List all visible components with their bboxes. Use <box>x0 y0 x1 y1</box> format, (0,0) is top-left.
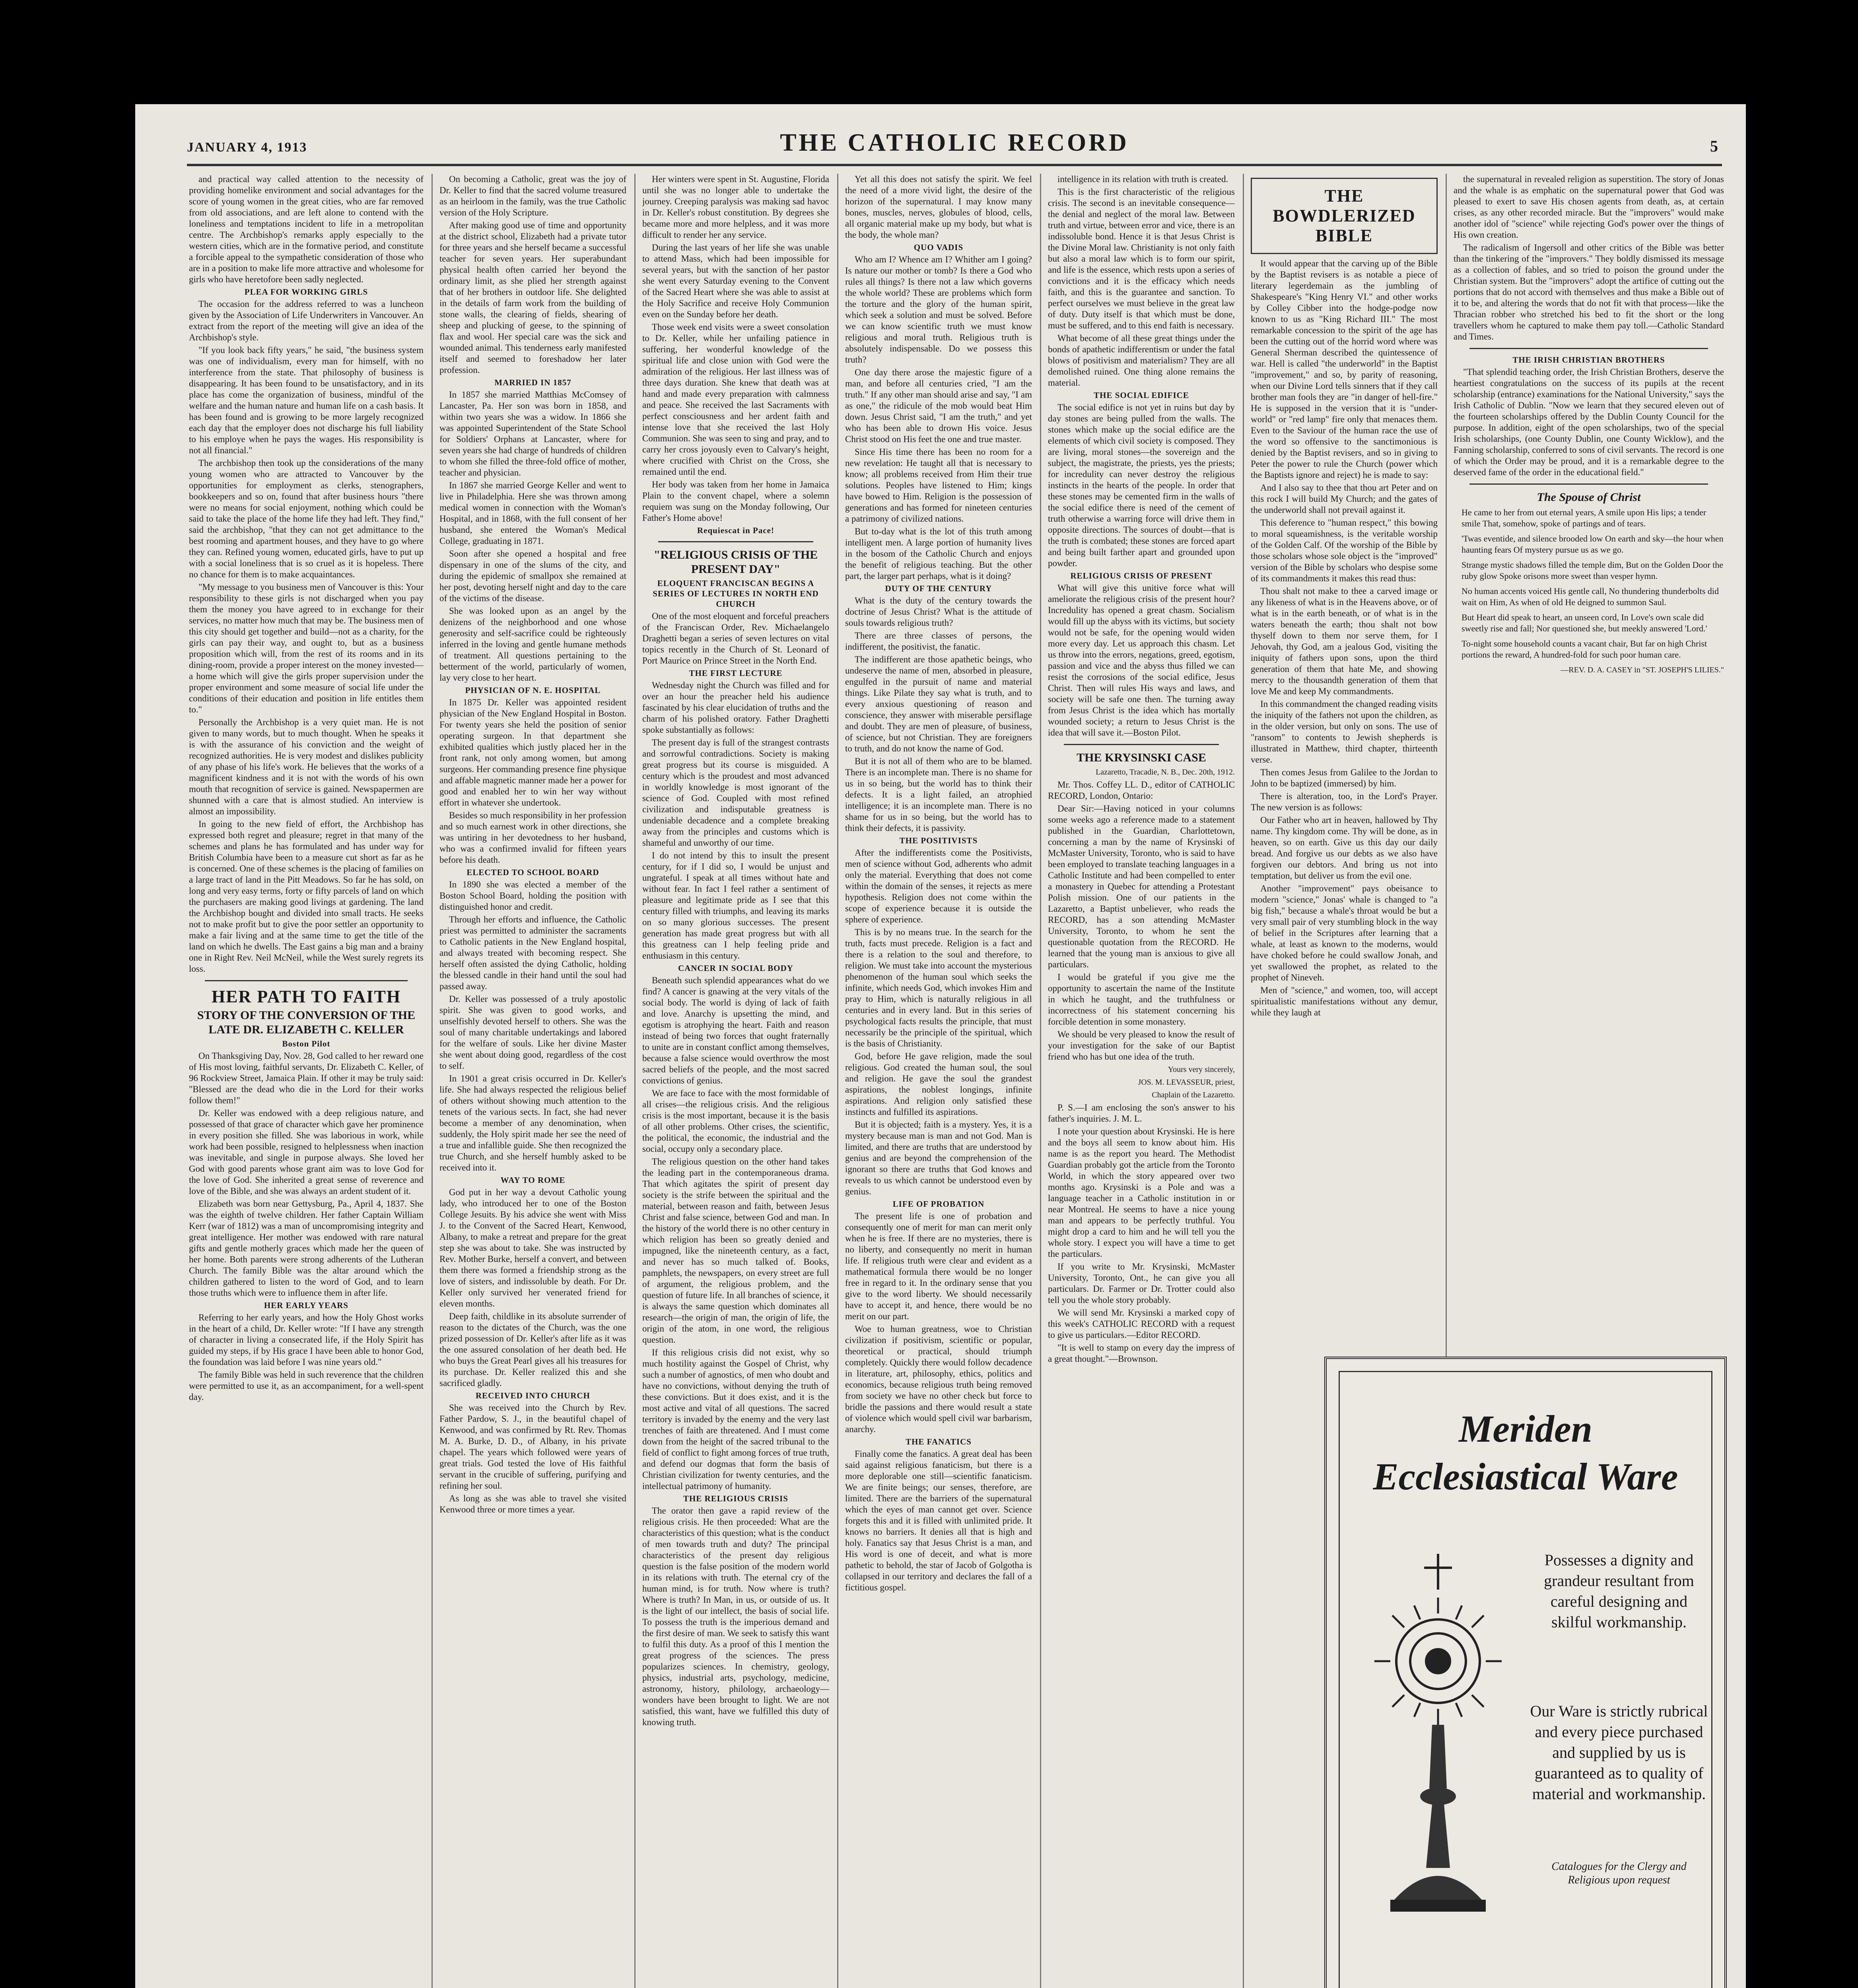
section-heading: RELIGIOUS CRISIS OF PRESENT <box>1070 571 1213 580</box>
paragraph: Wednesday night the Church was filled and for over an hour the preacher held his audience fascinated by his clear elucidation of truths and the charm of his polished oratory. Father Draghetti spoke substantially as follows: <box>642 680 829 735</box>
ad-title-line-2: Ecclesiastical Ware <box>1373 1455 1678 1498</box>
paragraph: Soon after she opened a hospital and free dispensary in one of the slums of the city, and during the epidemic of smallpox she remained at her post, devoting herself night and day to the care of the victims of the disease. <box>439 549 626 603</box>
poem-stanza: No human accents voiced His gentle call, No thundering thunderbolts did wait on Him, As when of old He deigned to summon Saul. <box>1462 586 1719 607</box>
section-heading: THE FANATICS <box>906 1437 972 1446</box>
section-heading: THE RELIGIOUS CRISIS <box>683 1494 788 1503</box>
paragraph: Through her efforts and influence, the Catholic priest was permitted to administer the sacraments to Catholic patients in the New England hospital, and always treated with becoming respect. She herself often assisted the dying Catholic, holding the blessed candle in their hand until the soul had passed away. <box>439 914 626 991</box>
paragraph: In 1867 she married George Keller and went to live in Philadelphia. Here she was thrown among medical women in connection with the Woman's Hospital, and in 1868, with the full consent of her husband, she entered the Woman's Medical College, graduating in 1871. <box>439 480 626 546</box>
paragraph: Finally come the fanatics. A great deal has been said against religious fanaticism, but there is a more deplorable one still—scientific fanaticism. We are finite beings; our senses, therefore, are limited. There are the barriers of the supernatural which the eyes of man cannot get over. Science forgets this and it is filled with unlimited pride. It knows no barriers. It denies all that is high and holy. Fanatics say that Jesus Christ is a man, and His word is one of deceit, and what is more pathetic to behold, the star of Jacob of Golgotha is collapsed in our territory and declares the fall of a fictitious gospel. <box>845 1449 1032 1592</box>
paragraph: Personally the Archbishop is a very quiet man. He is not given to many words, but to much thought. When he speaks it is with the assurance of his conviction and the weight of recognized authorities. He is very modest and dislikes publicity of any phase of his life's work. He believes that the works of a magnificent kindness and it is not with the words of his own mouth that recognition of service is gained. Newspapermen are shunned with a care that is almost studied. An interview is almost an impossibility. <box>189 717 424 816</box>
paragraph: Men of "science," and women, too, will accept spiritualistic manifestations without any demur, while they laugh at <box>1251 985 1438 1017</box>
paragraph: In this commandment the changed reading visits the iniquity of the fathers not upon the children, as in the older version, but only on sons. The use of "ransom" to contents to Jewish shepherds is illustrated in Matthew, third chapter, thirteenth verse. <box>1251 699 1438 765</box>
paragraph: "My message to you business men of Vancouver is this: Your responsibility to these girls is not discharged when you pay them the money you have agreed to in exchange for their services, no matter how much that may be. The business men of this city should get together and build—not as a charity, for the girls can pay their way, and ought to, but as a business proposition which will, from the rest of its rooms and in its dining-room, provide a proper interest on the money invested—a home which will give the girls proper supervision under the proper environment and some measure of social life under the conditions of their education and position in life entitles them to." <box>189 582 424 714</box>
paragraph: During the last years of her life she was unable to attend Mass, which had been impossible for several years, but with the sanction of her pastor she went every Saturday evening to the Convent of the Sacred Heart where she was able to assist at the Holy Sacrifice and receive Holy Communion even on the Sunday before her death. <box>642 243 829 319</box>
paragraph: and practical way called attention to the necessity of providing homelike environment and social advantages for the score of young women in the great cities, who are far removed from old associations, and are left alone to contend with the loneliness and temptations incident to life in a metropolitan centre. The Archbishop's remarks apply especially to the western cities, which are in the formative period, and constitute a forcible appeal to the sympathetic consideration of those who are in a position to make life more attractive and wholesome for girls who have heretofore been sadly neglected. <box>189 174 424 284</box>
ad-catalogue-note: Catalogues for the Clergy and Religious upon request <box>1551 1860 1687 1886</box>
poem-stanza: 'Twas eventide, and silence brooded low On earth and sky—the hour when haunting fears Of mystery pursue us as we go. <box>1462 534 1724 555</box>
paragraph: If this religious crisis did not exist, why so much hostility against the Gospel of Christ, why such a number of agnostics, of men who doubt and have no convictions, without denying the truth of these convictions. But it does exist, and it is the most active and vital of all questions. The sacred territory is invaded by the enemy and the very last trenches of faith are threatened. And I must come down from the height of the sacred tribunal to the field of conflict to fight among forces of true truth, and defend our dogmas that form the basis of Christian civilization for twenty centuries, and the intellectual patrimony of humanity. <box>642 1347 829 1491</box>
paragraph: The religious question on the other hand takes the leading part in the contemporaneous drama. That which agitates the spirit of present day society is the strife between the spiritual and the material, between reason and faith, between Jesus Christ and false science, between God and man. In the history of the world there is no other century in which religion has been so greatly denied and impugned, like the nineteenth century, as a fact, and never has so much talked of. Books, pamphlets, the newspapers, on every street are full of argument, the religious problem, and the question of future life. In all branches of science, it is always the same question which dominates all research—the origin of man, the origin of life, the origin of the atom, in one word, the religious question. <box>642 1157 829 1345</box>
paragraph: The present life is one of probation and consequently one of merit for man can merit only when he is free. If there are no mysteries, there is no liberty, and consequently no merit in human life. If religious truth were clear and evident as a mathematical formula there would be no longer free in regard to it. In the ordinary sense that you give to the word liberty. We should necessarily have to accept it, and hence, there would be no merit on our part. <box>845 1211 1032 1321</box>
monstrance-icon <box>1359 1542 1518 1939</box>
column-1 <box>189 174 424 1988</box>
article-separator <box>1469 348 1708 349</box>
article-title: HER PATH TO FAITH <box>211 987 401 1006</box>
paragraph: The orator then gave a rapid review of the religious crisis. He then proceeded: What are the characteristics of this question; what is the conduct of men towards truth and duty? The principal characteristics of the present day religious question is the false position of the modern world in its relations with truth. The eternal cry of the human mind, is for truth. Now where is truth? Where is truth? In Man, in us, or outside of us. It is the light of our intellect, the basis of social life. To possess the truth is the imperious demand and the first desire of man. We seek to satisfy this want to fulfil this duty. As a proof of this I mention the great progress of the sciences. The press popularizes sciences. In chemistry, geology, physics, industrial arts, psychology, medicine, astronomy, history, philology, archaeology—wonders have been brought to light. We are not satisfied, this want, have we fulfilled this duty of knowing truth. <box>642 1506 829 1727</box>
paragraph: But it is not all of them who are to be blamed. There is an incomplete man. There is no shame for us in so being, but the world has to think their defects. It is a light failed, an atrophied intelligence; it is an incomplete man. There is no shame for us in so being, but the world has to think their defects, it is passivity. <box>845 756 1032 833</box>
column-4 <box>845 174 1032 1988</box>
article-box <box>1251 178 1438 254</box>
paragraph: After making good use of time and opportunity at the district school, Elizabeth had a private tutor for three years and she herself became a successful teacher for seven years. Her superabundant physical health often carried her beyond the ordinary limit, as she plied her strength against that of her brothers in outdoor life. She delighted in the details of farm work from the building of stone walls, the clearing of fields, shearing of sheep and plucking of geese, to the spinning of flax and wool. Her special care was the sick and wounded animal. This tenderness early manifested itself and seemed to foreshadow her later profession. <box>439 220 626 375</box>
paragraph: And I also say to thee that thou art Peter and on this rock I will build My Church; and the gates of the underworld shall not prevail against it. <box>1251 483 1438 515</box>
paragraph: God put in her way a devout Catholic young lady, who introduced her to one of the Boston College Jesuits. By his advice she went with Miss J. to the Convent of the Sacred Heart, Kenwood, Albany, to make a retreat and prepare for the great step she was about to take. She was instructed by Rev. Mother Burke, herself a convert, and between them there was formed a friendship strong as the love of sisters, and indissoluble by death. For Dr. Keller only survived her venerated friend for eleven months. <box>439 1187 626 1309</box>
paragraph: One day there arose the majestic figure of a man, and before all centuries cried, "I am the truth." If any other man should arise and say, "I am as one," the ridicule of the mob would beat Him down. Jesus Christ said, "I am the truth," and yet who has been able to drown His voice. Jesus Christ stood on His feet the one and true master. <box>845 367 1032 444</box>
article-separator <box>1469 483 1708 485</box>
paragraph: Our Father who art in heaven, hallowed by Thy name. Thy kingdom come. Thy will be done, as in heaven, so on earth. Give us this day our daily bread. And forgive us our debts as we also have forgiven our debtors. And bring us not into temptation, but deliver us from the evil one. <box>1251 815 1438 881</box>
poem-title: The Spouse of Christ <box>1537 491 1641 504</box>
article-title: "RELIGIOUS CRISIS OF THE PRESENT DAY" <box>653 548 818 576</box>
column-2 <box>439 174 626 1988</box>
article-subtitle: ELOQUENT FRANCISCAN BEGINS A SERIES OF LECTURES IN NORTH END CHURCH <box>653 579 819 609</box>
ad-description: Possesses a dignity and grandeur resultant from careful designing and skilful workmanship. <box>1544 1551 1694 1631</box>
column-rule <box>634 174 636 1988</box>
section-heading: CANCER IN SOCIAL BODY <box>678 963 793 973</box>
paragraph: The family Bible was held in such reverence that the children were permitted to use it, as an accompaniment, for a well-spent day. <box>189 1370 424 1402</box>
section-heading: QUO VADIS <box>913 243 964 252</box>
column-5 <box>1048 174 1235 1988</box>
section-heading: LIFE OF PROBATION <box>892 1199 985 1209</box>
section-heading: DUTY OF THE CENTURY <box>885 584 992 593</box>
issue-date: JANUARY 4, 1913 <box>187 140 307 155</box>
paragraph: It would appear that the carving up of the Bible by the Baptist revisers is as notable a piece of literary legerdemain as the jumbling of Shakespeare's "King Henry VI." and other works by Colley Cibber into the hodge-podge now known to us as "King Richard III." The most remarkable concession to the spirit of the age has been the cutting out of the horrid word where was General Sherman described the quintessence of war. Hell is called "the underworld" in the Baptist "improvement," and so, by parity of reasoning, when our Divine Lord tells sinners that if they call brother man fools they are "in danger of hell-fire." He is supposed in the version that it is "under-world" or "red lamp" fire only that menaces them. Even to the Saviour of the human race the use of the word so offensive to the sanctimonious is denied by the Baptist revisers, and so in giving to Peter the power to rule the Church (power which the Baptists ignore and reject) he is made to say: <box>1251 258 1438 480</box>
section-heading: RECEIVED INTO CHURCH <box>476 1391 590 1400</box>
section-heading: WAY TO ROME <box>500 1175 566 1185</box>
section-heading: MARRIED IN 1857 <box>494 378 571 387</box>
paragraph: We will send Mr. Krysinski a marked copy of this week's CATHOLIC RECORD with a request to give us particulars.—Editor RECORD. <box>1048 1308 1235 1340</box>
paragraph: Woe to human greatness, woe to Christian civilization if positivism, scientific or popular, theoretical or practical, should triumph completely. Quickly there would follow decadence in literature, art, philosophy, ethics, politics and economics, because religious truth being removed from society we have no other check but force to bridle the passions and there would result a state of violence which would spell civil war barbarism, anarchy. <box>845 1324 1032 1434</box>
paragraph: But it is objected; faith is a mystery. Yes, it is a mystery because man is man and not God. Man is limited, and there are truths that are understood by genius and are beyond the comprehension of the ignorant so there are truths that God knows and reveals to us which cannot be understood even by genius. <box>845 1120 1032 1196</box>
page-number: 5 <box>1710 137 1718 155</box>
paragraph: Her body was taken from her home in Jamaica Plain to the convent chapel, where a solemn requiem was sung on the Monday following, Our Father's Home above! <box>642 480 829 523</box>
dateline: Lazaretto, Tracadie, N. B., Dec. 20th, 1912. <box>1096 768 1235 777</box>
poem-stanza: Strange mystic shadows filled the temple dim, But on the Golden Door the ruby glow Spoke orisons more sweet than vesper hymn. <box>1462 560 1724 581</box>
paragraph: Beneath such splendid appearances what do we find? A cancer is gnawing at the very vitals of the social body. The world is dying of lack of faith and love. Anarchy is upsetting the mind, and egotism is atrophying the heart. Faith and reason instead of being two forces that ought fraternally to unite are in constant conflict among themselves, because a false science would overthrow the most sacred beliefs of the people, and the most sacred convictions of genius. <box>642 975 829 1085</box>
section-heading: THE POSITIVISTS <box>899 836 978 845</box>
paragraph: The present day is full of the strangest contrasts and sorrowful contradictions. Society is making great progress but its course is misguided. A century which is the proudest and most advanced in worldly knowledge is most ignorant of the science of God. Coupled with most refined civilization and indisputable greatness is undeniable decadence and a complete breaking away from the principles and customs which is shameful and unworthy of our time. <box>642 738 829 848</box>
paragraph: intelligence in its relation with truth is created. <box>1057 174 1228 184</box>
paragraph: Deep faith, childlike in its absolute surrender of reason to the dictates of the Church, was the one prized possession of Dr. Keller's after life as it was the one assured consolation of her death bed. He who buys the Great Pearl gives all his treasures for its purchase. Dr. Keller realized this and she sacrificed gladly. <box>439 1311 626 1388</box>
newspaper-page <box>135 104 1746 1988</box>
column-rule <box>431 174 433 1988</box>
paragraph: Then comes Jesus from Galilee to the Jordan to John to be baptized (immersed) by him. <box>1251 767 1438 788</box>
column-rule <box>1040 174 1041 1988</box>
paragraph: There is alteration, too, in the Lord's Prayer. The new version is as follows: <box>1251 791 1438 812</box>
article-separator <box>205 980 408 981</box>
paragraph: This deference to "human respect," this bowing to moral squeamishness, is the veritable worship of the Golden Calf. Of the worship of the Bible by those scholars whose sole object is the "improved" version of the Bible by scholars who despise some of its commandments it makes this read thus: <box>1251 518 1438 583</box>
paragraph: God, before He gave religion, made the soul religious. God created the human soul, the soul and religion. He gave the soul the grandest aspirations, the noblest longings, infinite aspirations. And religion only satisfied these instincts and fulfilled its aspirations. <box>845 1051 1032 1117</box>
article-separator <box>658 541 813 542</box>
paragraph: After the indifferentists come the Positivists, men of science without God, adherents who admit only the material. Everything that does not come within the domain of the senses, it rejects as mere hypothesis. Religion does not come within the scope of experience because it is outside the sphere of experience. <box>845 848 1032 924</box>
paragraph: Those week end visits were a sweet consolation to Dr. Keller, while her unfailing patience in suffering, her wonderful knowledge of the spiritual life and close union with God were the admiration of the religious. Her last illness was of three days duration. She knew that death was at hand and made every preparation with calmness and peace. She received the last Sacraments with perfect consciousness and her ardent faith and intense love that she received the last Holy Communion. She was seen to sing and pray, and to carry her cross joyously even to Calvary's height, where crucified with Christ on the Cross, she remained until the end. <box>642 322 829 477</box>
article-title: THE BOWDLERIZED BIBLE <box>1273 186 1416 245</box>
section-heading: PLEA FOR WORKING GIRLS <box>244 287 368 297</box>
paragraph: Since His time there has been no room for a new revelation: He taught all that is necessary to know; all problems received from Him their true solutions. Peoples have listened to Him; kings have bowed to Him. Religion is the possession of generations and has formed for nineteen centuries a patrimony of civilized nations. <box>845 447 1032 524</box>
paragraph: In 1857 she married Matthias McComsey of Lancaster, Pa. Her son was born in 1858, and within two years she was a widow. In 1866 she was appointed Superintendent of the State School for Soldiers' Orphans at Lancaster, where for seven years she had charge of hundreds of children to whom she filled the three-fold office of mother, teacher and physician. <box>439 390 626 478</box>
paragraph: The occasion for the address referred to was a luncheon given by the Association of Life Underwriters in Vancouver. An extract from the report of the meeting will give an idea of the Archbishop's style. <box>189 299 424 342</box>
paragraph: In going to the new field of effort, the Archbishop has expressed both regret and pleasure; regret in that many of the schemes and plans he has formulated and has under way for British Columbia have been to a measure cut short as far as he is concerned. One of these schemes is the placing of families on a large tract of land in the Pitt Meadows. So far he has sold, on long and very easy terms, forty or fifty parcels of land on which the purchasers are making good livings at gardening. The land the Archbishop bought and divided into small tracts. He seeks not to make profit but to give the poor settler an opportunity to make a fair living and at the same time to get the title of the land on which he dwells. The East gains a big man and a brainy one in Right Rev. Neil McNeil, while the West surely regrets its loss. <box>189 819 424 974</box>
paragraph: "That splendid teaching order, the Irish Christian Brothers, deserve the heartiest congratulations on the success of its pupils at the recent scholarship (entrance) examinations for the National University," says the Irish Catholic of Dublin. "Now we learn that they secured eleven out of the fourteen scholarships offered by the Dublin County Council for the purpose. In addition, eight of the open scholarships, two of the special Irish scholarships, (one County Dublin, one County Wicklow), and the Fanning scholarship, conferred to sons of civil servants. The record is one of which the Order may be proud, and it is a remarkable degree to the deserved fame of the order in the educational field." <box>1454 367 1724 477</box>
article-title: THE KRYSINSKI CASE <box>1077 751 1206 764</box>
paragraph: On Thanksgiving Day, Nov. 28, God called to her reward one of His most loving, faithful servants, Dr. Elizabeth C. Keller, of 96 Rockview Street, Jamaica Plain. If other it may be truly said: "Blessed are the dead who die in the Lord for their works follow them!" <box>189 1051 424 1105</box>
poem-stanza: To-night some household counts a vacant chair, But far on high Christ portions the reward, A hundred-fold for such poor human care. <box>1462 639 1707 660</box>
paragraph: The archbishop then took up the considerations of the many young women who are attracted to Vancouver by the opportunities for employment as clerks, stenographers, bookkeepers and so on, found that after business hours "there were no means for social enjoyment, nothing which could be said to take the place of the home life they had left. They find," said the archbishop, "that they can not get admittance to the best rooming and apartment houses, and they have to go where they can. Refined young women, educated girls, have to put up with a social loneliness that is so cruel as it is hopeless. There no chance for them is to make acquaintances. <box>189 458 424 579</box>
paragraph: If you write to Mr. Krysinski, McMaster University, Toronto, Ont., he can give you all particulars. Dr. Farmer or Dr. Trotter could also tell you the whole story probably. <box>1048 1262 1235 1305</box>
paragraph: She was received into the Church by Rev. Father Pardow, S. J., in the beautiful chapel of Kenwood, and was confirmed by Rt. Rev. Thomas M. A. Burke, D. D., of Albany, in his private chapel. The years which followed were years of great trials. God tested the love of His faithful servant in the crucible of suffering, purifying and refining her soul. <box>439 1403 626 1491</box>
paragraph: I do not intend by this to insult the present century, for if I did so, I would be unjust and ungrateful. I speak at all times without hate and without fear. In fact I feel rather a sentiment of pleasure and legitimate pride as I see that this century filled with triumphs, and leaving its marks on so many glorious successes. The present generation has made great progress but with all this greatness can I help feeling pride and enthusiasm in this century. <box>642 850 829 961</box>
paragraph: In 1890 she was elected a member of the Boston School Board, holding the position with distinguished honor and credit. <box>439 879 626 912</box>
column-rule <box>837 174 838 1988</box>
paragraph: One of the most eloquent and forceful preachers of the Franciscan Order, Rev. Michaelangelo Draghetti began a series of seven lectures on vital topics recently in the Church of St. Leonard of Port Maurice on Prince Street in the North End. <box>642 611 829 666</box>
section-heading: THE FIRST LECTURE <box>689 668 783 678</box>
paragraph: Who am I? Whence am I? Whither am I going? Is nature our mother or tomb? Is there a God who rules all things? Is there not a law which governs the whole world? These are problems which form the torture and the glory of the human spirit, which seek a solution and must be solved. Before we can know scientific truth we must know religious and moral truth. Religious truth is absolutely indispensable. Do we possess this truth? <box>845 254 1032 365</box>
paragraph: Dr. Keller was endowed with a deep religious nature, and possessed of that grace of character which gave her prominence in every position she filled. She was laborious in work, while work had been possible, resigned to helplessness when inaction was inevitable, and single in purpose always. She loved her God with good parents whose grant aim was to love God for the love of God. She inherited a great sense of reverence and love of the Bible, and she was always an ardent student of it. <box>189 1108 424 1196</box>
paragraph: The radicalism of Ingersoll and other critics of the Bible was better than the tinkering of the "improvers." They boldly dismissed its message as a collection of fables, and so tried to poison the ground under the Christian system. But the "improvers" adopt the artifice of cutting out the portions that do not accord with themselves and thus make a Bible out of it to be, and altering the words that do not fit with that process—like the Thracian robber who stretched his bed to fit the short or the long travellers whom he captured to make them pay toll.—Catholic Standard and Times. <box>1454 243 1724 342</box>
article-subtitle: STORY OF THE CONVERSION OF THE LATE DR. ELIZABETH C. KELLER <box>197 1009 416 1036</box>
paragraph: What become of all these great things under the bonds of apathetic indifferentism or under the fatal blows of positivism and materialism? They are all demolished ruined. One thing alone remains the material. <box>1048 333 1235 388</box>
article-title: THE IRISH CHRISTIAN BROTHERS <box>1512 355 1665 365</box>
paragraph: In 1875 Dr. Keller was appointed resident physician of the New England Hospital in Boston. For twenty years she held the position of senior operating surgeon. In that department she exhibited qualities which justly placed her in the front rank, not only among women, but among surgeons. Her commanding presence fine physique and affable magnetic manner made her a power for good and enabled her to win her way without effort in whatever she undertook. <box>439 697 626 808</box>
paragraph: We should be very pleased to know the result of your investigation for the sake of our Baptist friend who has but one idea of the truth. <box>1048 1029 1235 1062</box>
poem-attribution: —REV. D. A. CASEY in "ST. JOSEPH'S LILIES." <box>1561 666 1724 674</box>
paragraph: This is by no means true. In the search for the truth, facts must precede. Religion is a fact and there is a relation to the soul and therefore, to religion. We must take into account the mysterious phenomenon of the human soul which seeks the infinite, which needs God, which invokes Him and pray to Him, which is naturally religious in all centuries and in every land. But in this series of psychological facts results the principle, that must necessarily be the principle of the spiritual, which is the basis of Christianity. <box>845 927 1032 1048</box>
poem-stanza: But Heart did speak to heart, an unseen cord, In Love's own scale did sweetly rise and fall; Nor questioned she, but meekly answered 'Lord.' <box>1462 612 1707 633</box>
paragraph: Yet all this does not satisfy the spirit. We feel the need of a more vivid light, the desire of the horizon of the supernatural. I may know many bones, muscles, nerves, globules of blood, cells, all organic material make up my body, but what is the body, the whole man? <box>845 174 1032 240</box>
paragraph: In 1901 a great crisis occurred in Dr. Keller's life. She had always respected the religious belief of others without showing much attention to the tenets of the various sects. In fact, she had never become a member of any denomination, when suddenly, the Holy spirit made her see the need of a true and infallible guide. She then recognized the true Church, and she herself humbly asked to be received into it. <box>439 1074 626 1173</box>
signature-line: Chaplain of the Lazaretto. <box>1152 1091 1235 1099</box>
paragraph: Another "improvement" pays obeisance to modern "science," Jonas' whale is changed to "a big fish," because a whale's throat would be but a very small pair of very stumbling block in the way of belief in the Scriptures after learning that a whale, at least as known to the moderns, would have choked before he could swallow Jonah, and yet swallowed the prophet, as related to the prophet of Nineveh. <box>1251 883 1438 982</box>
paragraph: What is the duty of the century towards the doctrine of Jesus Christ? What is the attitude of souls towards religious truth? <box>845 596 1032 628</box>
poem-stanza: He came to her from out eternal years, A smile upon His lips; a tender smile That, somehow, spoke of partings and of tears. <box>1462 507 1706 528</box>
closing-line: Requiescat in Pace! <box>697 526 774 535</box>
article-source: Boston Pilot <box>282 1039 330 1048</box>
paragraph: We are face to face with the most formidable of all crises—the religious crisis. And the religious crisis is the most important, because it is the basis of all other problems. Other crises, the scientific, the political, the economic, the industrial and the social, occupy only a secondary place. <box>642 1088 829 1154</box>
newspaper-title: THE CATHOLIC RECORD <box>780 129 1129 156</box>
signature-line: JOS. M. LEVASSEUR, priest, <box>1138 1078 1235 1087</box>
paragraph: Mr. Thos. Coffey LL. D., editor of CATHOLIC RECORD, London, Ontario: <box>1048 780 1235 801</box>
column-7 <box>1454 174 1724 1335</box>
section-heading: HER EARLY YEARS <box>264 1301 349 1310</box>
article-separator <box>1064 744 1219 745</box>
paragraph: Dr. Keller was possessed of a truly apostolic spirit. She was given to good works, and unselfishly devoted herself to others. She was the soul of many charitable undertakings and labored for the welfare of souls. Like her divine Master she went about doing good, regardless of the cost to self. <box>439 994 626 1071</box>
paragraph: Dear Sir:—Having noticed in your columns some weeks ago a reference made to a statement published in the Guardian, Charlottetown, concerning a man by the name of Krysinski of McMaster University, Toronto, who is said to have been employed to translate teaching languages in a Catholic Institute and had been compelled to enter a monastery in Quebec for attending a Protestant Polish mission. One of our patients in the Lazaretto, a Baptist unbeliever, who reads the RECORD, has a son attending McMaster University, Toronto, to whom he sent the questionable quotation from the RECORD. He learned that the young man is anxious to give all particulars. <box>1048 804 1235 969</box>
paragraph: I note your question about Krysinski. He is here and the boys all seem to know about him. His name is as the report you heard. The Methodist Guardian probably got the article from the Toronto World, in which the story appeared over two months ago. Krysinski is a Pole and was a language teacher in a Catholic institution in or near Montreal. He seems to have a nice young man and appears to be perfectly truthful. You might drop a card to him and he will tell you the whole story. I expect you will have a time to get the particulars. <box>1048 1126 1235 1259</box>
paragraph: What will give this unitive force what will ameliorate the religious crisis of the present hour? Incredulity has opened a great chasm. Socialism would fill up the abyss with its victims, but society would not be safe, for the opening would widen more every day. Let us approach this chasm. Let us throw into the errors, negations, greed, egotism, passion and vice and the abyss thus filled we can resist the corrosions of the social edifice, Jesus Christ. Then will rules His ways and laws, and society will be safe one then. The turning away from Jesus Christ is the idea which has mortally wounded society; a return to Jesus Christ is the idea that will save it.—Boston Pilot. <box>1048 583 1235 738</box>
paragraph: "It is well to stamp on every day the impress of a great thought."—Brownson. <box>1048 1343 1235 1364</box>
paragraph: On becoming a Catholic, great was the joy of Dr. Keller to find that the sacred volume treasured as an heirloom in the family, was the true Catholic version of the Holy Scripture. <box>439 174 626 217</box>
meriden-advertisement <box>1324 1357 1727 1988</box>
ad-guarantee: Our Ware is strictly rubrical and every piece purchased and supplied by us is guaranteed as to quality of material and workmanship. <box>1530 1702 1708 1803</box>
paragraph: This is the first characteristic of the religious crisis. The second is an inevitable consequence—the denial and neglect of the moral law. Between truth and virtue, between error and vice, there is an indissoluble bond. Hence it is that Jesus Christ is the Divine Moral law. Christianity is not only faith but also a moral law which is to form our spirit, and life is the essence, which rests upon a series of convictions and it is the efficacy which needs faith, and this is the guarantee and sanction. To perfect ourselves we must believe in the great law of duty. Duty itself is that which must be done, must be suffered, and to this end faith is necessary. <box>1048 187 1235 330</box>
ad-title-line-1: Meriden <box>1459 1408 1592 1450</box>
paragraph: Besides so much responsibility in her profession and so much earnest work in other directions, she was untiring in her devotedness to her husband, who was a confirmed invalid for fifteen years before his death. <box>439 810 626 865</box>
paragraph: Elizabeth was born near Gettysburg, Pa., April 4, 1837. She was the eighth of twelve children. Her father Captain William Kerr (war of 1812) was a man of uncompromising integrity and great intelligence. Her mother was endowed with rare natural gifts and gentle motherly graces which made her the queen of her home. Both parents were strong adherents of the Lutheran Church. The family Bible was the altar around which the children gathered to listen to the word of God, and to learn those truths which were to influence them in after life. <box>189 1199 424 1298</box>
column-3 <box>642 174 829 1988</box>
paragraph: Her winters were spent in St. Augustine, Florida until she was no longer able to undertake the journey. Creeping paralysis was making sad havoc in Dr. Keller's robust constitution. By degrees she became more and more helpless, and it was more difficult to render her any service. <box>642 174 829 240</box>
paragraph: I would be grateful if you give me the opportunity to ascertain the name of the Institute in which he taught, and the truthfulness or incorrectness of his statement concerning his forcible detention in some monastery. <box>1048 972 1235 1027</box>
paragraph: As long as she was able to travel she visited Kenwood three or more times a year. <box>439 1493 626 1514</box>
masthead <box>187 128 1722 166</box>
section-heading: PHYSICIAN OF N. E. HOSPITAL <box>465 685 601 695</box>
paragraph: P. S.—I am enclosing the son's answer to his father's inquiries. J. M. L. <box>1048 1103 1235 1124</box>
paragraph: "If you look back fifty years," he said, "the business system was one of individualism, every man for himself, with no interference from the state. That philosophy of business is disappearing. It has been found to be unsatisfactory, and in its place has come the organization of business, mindful of the welfare and the human nature and human life on a cash basis. It has been found and is growing to be more largely recognized each day that the employer does not discharge his full liability to his employe when he pays the wages. His responsibility is not all financial." <box>189 345 424 455</box>
paragraph: the supernatural in revealed religion as superstition. The story of Jonas and the whale is as emphatic on the supernatural power that God was pleased to exert to save His chosen agents from death, as, at certain crises, as any other recorded miracle. But the "improvers" would make another idol of "science" while rejecting God's power over the things of His own creation. <box>1454 174 1724 240</box>
paragraph: She was looked upon as an angel by the denizens of the neighborhood and one whose generosity and self-sacrifice could be righteously inferred in the loving and gentle humane methods of treatment. All questions pertaining to the betterment of the world, particularly of women, lay very close to her heart. <box>439 606 626 683</box>
column-rule <box>1243 174 1244 1988</box>
section-heading: THE SOCIAL EDIFICE <box>1094 390 1189 400</box>
paragraph: There are three classes of persons, the indifferent, the positivist, the fanatic. <box>845 631 1032 652</box>
paragraph: The indifferent are those apathetic beings, who undeserve the name of men, absorbed in pleasure, engulfed in the pursuit of name and material things. Like Pilate they say what is truth, and to every anxious questioning of reason and conscience, they answer with miserable persiflage and doubt. They are men of pleasure, of business, of science, but not Christian. They are foreigners to truth, and do not know the name of God. <box>845 654 1032 753</box>
section-heading: ELECTED TO SCHOOL BOARD <box>466 868 599 877</box>
column-6 <box>1251 174 1438 1335</box>
paragraph: But to-day what is the lot of this truth among intelligent men. A large portion of humanity lives in the bosom of the Catholic Church and enjoys the benefit of religious teaching. But the other part, the larger part perhaps, what is it doing? <box>845 526 1032 581</box>
signature-line: Yours very sincerely, <box>1168 1065 1235 1074</box>
paragraph: The social edifice is not yet in ruins but day by day stones are being pulled from the walls. The stones which make up the social edifice are the elements of which civil society is composed. They are living, moral stones—the sovereign and the subject, the magistrate, the priests, yes the priests; for incredulity can never destroy the religious instincts in the hearts of the people. In order that these stones may be cemented firm in the walls of the social edifice there is need of the cement of truth otherwise a warring force will drive them in opposite directions. The sources of doubt—that is the truth is combated; these stones are forced apart and being built farther apart and grounded upon powder. <box>1048 402 1235 568</box>
paragraph: Thou shalt not make to thee a carved image or any likeness of what is in the Heavens above, or of what is in the earth beneath, or of what is in the waters beneath the earth; thou shalt not bow thyself down to them nor serve them, for I Jehovah, thy God, am a jealous God, visiting the iniquity of fathers upon sons, upon the third generation of them that hate Me, and showing mercy to the thousandth generation of them that love Me and keep My commandments. <box>1251 586 1438 696</box>
paragraph: Referring to her early years, and how the Holy Ghost works in the heart of a child, Dr. Keller wrote: "If I have any strength of character in living a consecrated life, if the Holy Spirit has guided my steps, if by His grace I have been able to honor God, the foundation was laid before I was nine years old." <box>189 1312 424 1367</box>
